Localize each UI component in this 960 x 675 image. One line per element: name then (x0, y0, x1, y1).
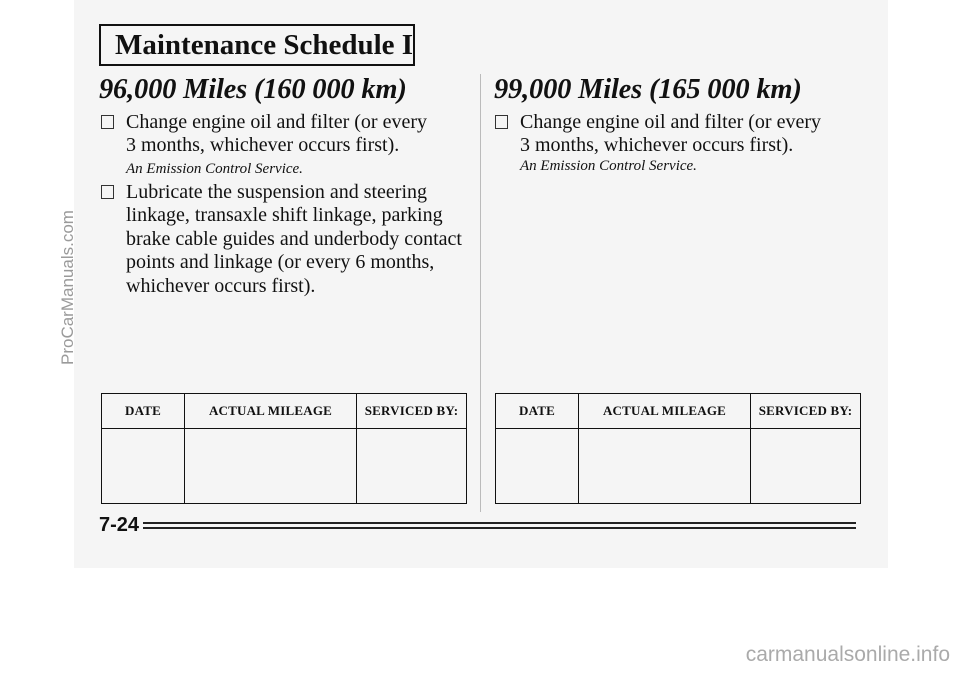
item-line: Lubricate the suspension and steering (126, 181, 428, 203)
mileage-entry-cell (185, 429, 357, 504)
header-date: DATE (496, 394, 579, 429)
date-entry-cell (496, 429, 579, 504)
left-mileage-heading: 96,000 Miles (160 000 km) (99, 74, 407, 105)
serviced-by-entry-cell (751, 429, 861, 504)
item-line: linkage, transaxle shift linkage, parking (126, 204, 443, 227)
item-line: 3 months, whichever occurs first). (520, 134, 794, 157)
checkbox-icon (101, 185, 114, 199)
item-line: Change engine oil and filter (or every (126, 111, 427, 133)
column-divider (480, 74, 481, 512)
item-line: brake cable guides and underbody contact (126, 227, 462, 250)
item-line: 3 months, whichever occurs first). (126, 134, 400, 157)
page-title: Maintenance Schedule I (99, 24, 415, 66)
item-line: whichever occurs first). (126, 274, 316, 297)
header-date: DATE (102, 394, 185, 429)
right-service-log-table (495, 393, 861, 504)
right-mileage-heading: 99,000 Miles (165 000 km) (494, 74, 802, 105)
checkbox-icon (101, 115, 114, 129)
header-serviced-by: SERVICED BY: (357, 394, 467, 429)
right-item-oil-change (495, 111, 821, 158)
item-line: points and linkage (or every 6 months, (126, 251, 435, 274)
side-watermark: ProCarManuals.com (58, 210, 77, 365)
left-item-lubricate (101, 181, 462, 298)
mileage-entry-cell (579, 429, 751, 504)
footer-watermark: carmanualsonline.info (745, 643, 950, 666)
serviced-by-entry-cell (357, 429, 467, 504)
page-number: 7-24 (99, 514, 140, 536)
checkbox-icon (495, 115, 508, 129)
header-actual-mileage: ACTUAL MILEAGE (579, 394, 751, 429)
left-item-oil-change (101, 111, 427, 158)
header-serviced-by: SERVICED BY: (751, 394, 861, 429)
footer-rule-top (143, 522, 856, 524)
footer-rule-bottom (143, 527, 856, 529)
item-line: Change engine oil and filter (or every (520, 111, 821, 133)
left-emission-note: An Emission Control Service. (126, 161, 303, 177)
left-service-log-table (101, 393, 467, 504)
date-entry-cell (102, 429, 185, 504)
header-actual-mileage: ACTUAL MILEAGE (185, 394, 357, 429)
right-emission-note: An Emission Control Service. (520, 158, 697, 174)
